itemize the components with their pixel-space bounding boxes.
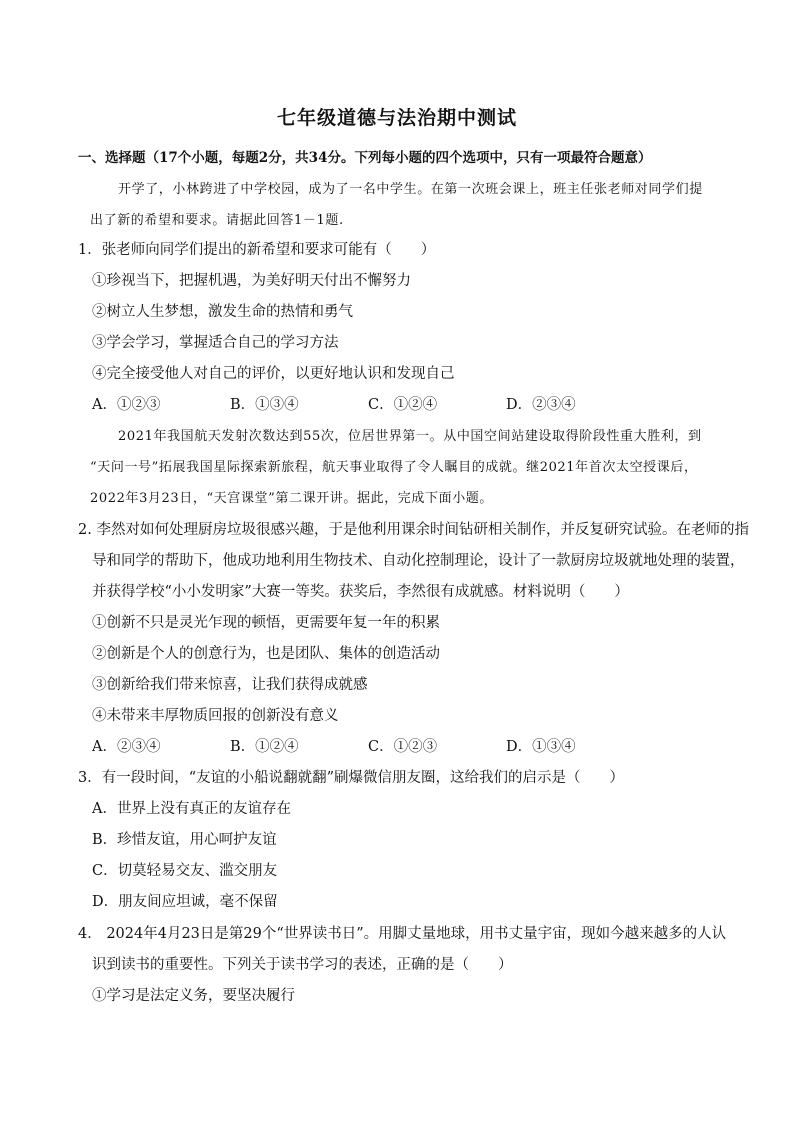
question-1-item: ②树立人生梦想，激发生命的热情和勇气	[92, 304, 353, 320]
material-1-line-1: 开学了，小林跨进了中学校园，成为了一名中学生。在第一次班会课上，班主任张老师对同学们提	[118, 182, 703, 197]
material-1-line-2: 出了新的希望和要求。请据此回答1－1题.	[90, 213, 344, 228]
question-2-stem-line-1: 2. 李然对如何处理厨房垃圾很感兴趣，于是他利用课余时间钻研相关制作，并反复研究试验。在老师的指	[78, 522, 749, 538]
material-2-line-1: 2021年我国航天发射次数达到55次，位居世界第一。从中国空间站建设取得阶段性重大胜利，到	[118, 429, 702, 444]
question-2-item: ③创新给我们带来惊喜，让我们获得成就感	[92, 677, 368, 693]
question-3-stem: 3．有一段时间，“友谊的小船说翻就翻”刷爆微信朋友圈，这给我们的启示是（ ）	[78, 770, 625, 786]
question-1-item: ③学会学习，掌握适合自己的学习方法	[92, 335, 339, 351]
question-4-stem-line-1: 4． 2024年4月23日是第29个“世界读书日”。用脚丈量地球，用书丈量宇宙，现如今越来越多的人认	[78, 926, 727, 942]
question-2-item: ④未带来丰厚物质回报的创新没有意义	[92, 708, 339, 724]
question-3-option-c: C．切莫轻易交友、滥交朋友	[92, 863, 278, 879]
question-2-stem-line-3: 并获得学校“小小发明家”大赛一等奖。获奖后，李然很有成就感。材料说明（ ）	[92, 584, 629, 600]
section-heading: 一、选择题（17个小题，每题2分，共34分。下列每小题的四个选项中，只有一项最符合题意）	[78, 150, 652, 166]
question-2-item: ①创新不只是灵光乍现的顿悟，更需要年复一年的积累	[92, 615, 440, 631]
question-2-stem-line-2: 导和同学的帮助下，他成功地利用生物技术、自动化控制理论，设计了一款厨房垃圾就地处理的装置，	[92, 553, 745, 569]
question-2-item: ②创新是个人的创意行为，也是团队、集体的创造活动	[92, 646, 440, 662]
question-1-item: ①珍视当下，把握机遇，为美好明天付出不懈努力	[92, 273, 411, 289]
option-d: D．②③④	[506, 397, 576, 413]
question-4-stem-line-2: 识到读书的重要性。下列关于读书学习的表述，正确的是（ ）	[92, 957, 513, 973]
question-1-options	[92, 393, 652, 414]
question-1-item: ④完全接受他人对自己的评价，以更好地认识和发现自己	[92, 366, 455, 382]
option-d: D．①③④	[506, 739, 576, 755]
material-2-line-3: 2022年3月23日，“天宫课堂”第二课开讲。据此，完成下面小题。	[90, 491, 493, 506]
option-a: A．②③④	[92, 739, 161, 755]
question-3-option-a: A．世界上没有真正的友谊存在	[92, 801, 291, 817]
option-c: C．①②④	[368, 397, 438, 413]
option-b: B．①②④	[230, 739, 299, 755]
material-2-line-2: “天问一号”拓展我国星际探索新旅程，航天事业取得了令人瞩目的成就。继2021年首次太空授课后，	[90, 460, 698, 475]
question-1-stem: 1．张老师向同学们提出的新希望和要求可能有（ ）	[78, 242, 436, 258]
question-3-option-d: D．朋友间应坦诚，毫不保留	[92, 894, 278, 910]
page-title: 七年级道德与法治期中测试	[276, 107, 517, 129]
option-b: B．①③④	[230, 397, 299, 413]
question-2-options	[92, 735, 652, 756]
question-4-item: ①学习是法定义务，要坚决履行	[92, 988, 295, 1004]
question-3-option-b: B．珍惜友谊，用心呵护友谊	[92, 832, 277, 848]
option-c: C．①②③	[368, 739, 438, 755]
option-a: A．①②③	[92, 397, 161, 413]
